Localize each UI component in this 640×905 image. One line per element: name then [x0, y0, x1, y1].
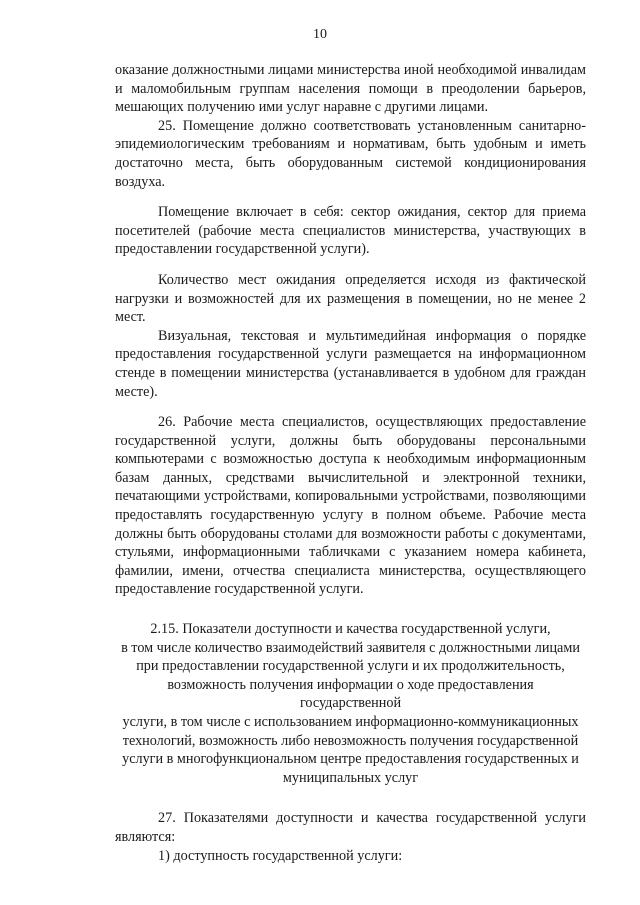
- heading-line: в том числе количество взаимодействий заявителя с должностными лицами: [121, 639, 580, 656]
- paragraph-25: 25. Помещение должно соответствовать установленным санитарно-эпидемиологическим требованиям и нормативам, быть удобным и иметь достаточно места, быть оборудованным системой кондиционирования воздуха.: [115, 117, 586, 190]
- heading-line: услуги, в том числе с использованием информационно-коммуникационных: [122, 714, 579, 730]
- paragraph-continuation: оказание должностными лицами министерства иной необходимой инвалидам и маломобильным группам населения помощи в преодолении барьеров, мешающих получению ими услуг наравне с другими лицами.: [115, 62, 586, 116]
- document-body: [115, 61, 586, 865]
- heading-line: услуги в многофункциональном центре предоставления государственных и: [122, 751, 579, 768]
- heading-line: при предоставлении государственной услуги и их продолжительность,: [136, 658, 565, 675]
- paragraph-26: 26. Рабочие места специалистов, осуществляющих предоставление государственной услуги, должны быть оборудованы персональными компьютерами с возможностью доступа к необходимым информационным базам данных, средствами вычислительной и электронной техники, печатающими устройствами, копировальными устройствами, позволяющими предоставлять государственную услугу в полном объеме. Рабочие места должны быть оборудованы столами для возможности работы с документами, стульями, информационными табличками с указанием номера кабинета, фамилии, имени, отчества специалиста министерства, осуществляющего предоставление государственной услуги.: [115, 414, 586, 598]
- page-number: 10: [313, 27, 327, 42]
- heading-line: технологий, возможность либо невозможность получения государственной: [122, 732, 579, 749]
- paragraph-27: 27. Показателями доступности и качества государственной услуги являются:: [115, 810, 586, 845]
- heading-line: 2.15. Показатели доступности и качества государственной услуги,: [150, 621, 551, 638]
- paragraph-premises-includes: Помещение включает в себя: сектор ожидания, сектор для приема посетителей (рабочие места специалистов министерства, участвующих в предоставлении государственной услуги).: [115, 204, 586, 258]
- paragraph-visual-info: Визуальная, текстовая и мультимедийная информация о порядке предоставления государственной услуги размещается на информационном стенде в помещении министерства (устанавливается в удобном для граждан месте).: [115, 327, 586, 400]
- paragraph-27-item-1: 1) доступность государственной услуги:: [158, 847, 403, 864]
- section-heading-2-15: [115, 620, 586, 787]
- heading-line: муниципальных услуг: [282, 769, 419, 786]
- heading-line: возможность получения информации о ходе предоставления государственной: [167, 676, 534, 712]
- paragraph-waiting-seats: Количество мест ожидания определяется исходя из фактической нагрузки и возможностей для их размещения в помещении, но не менее 2 мест.: [115, 271, 586, 326]
